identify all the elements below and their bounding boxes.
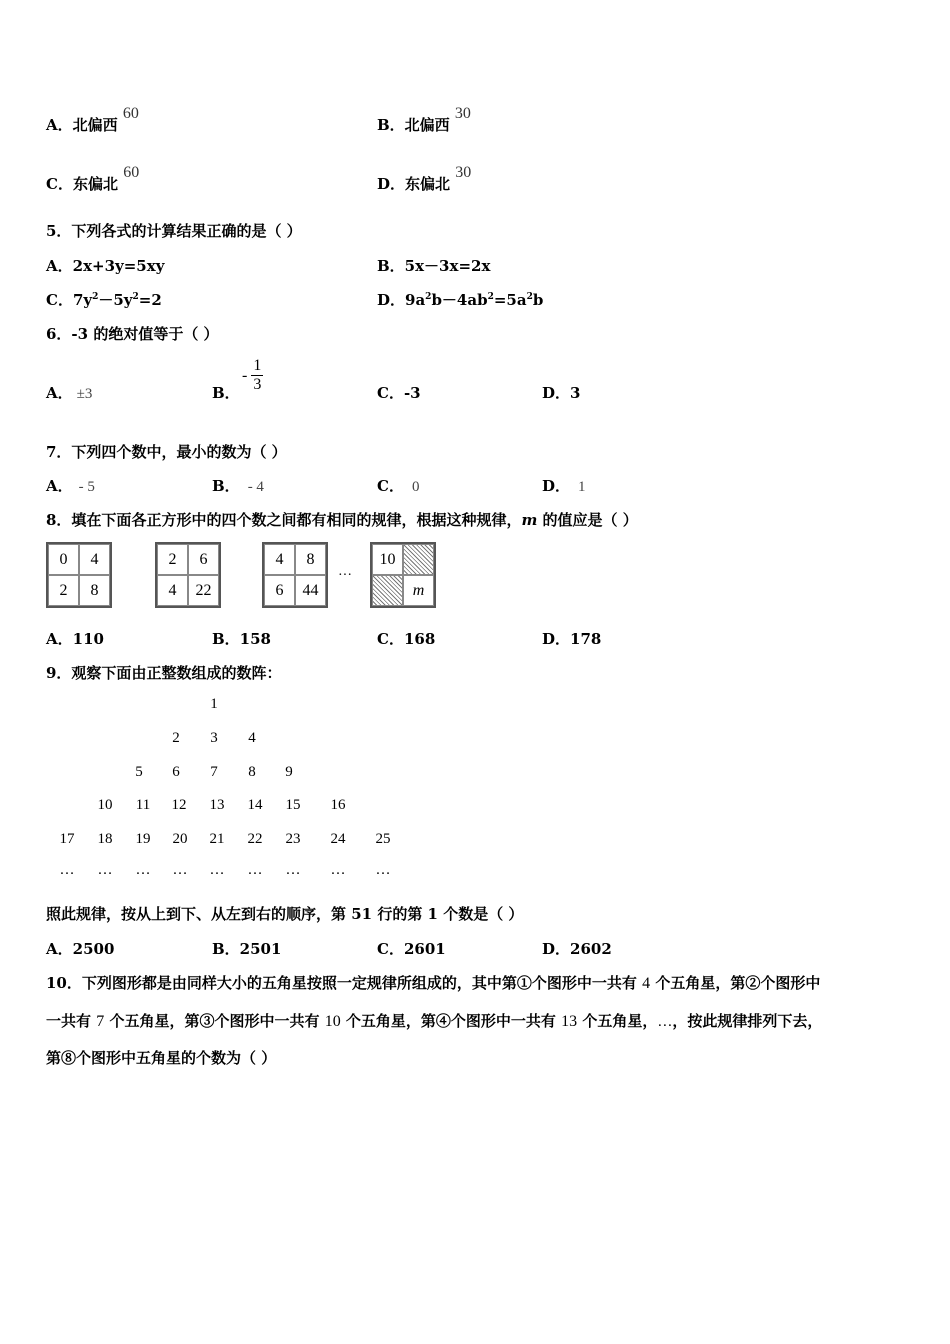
- number-triangle-cell: 21: [209, 831, 225, 847]
- number-triangle-cell: 17: [59, 831, 75, 847]
- q8-option-b[interactable]: B．158: [212, 630, 271, 648]
- q5-option-b[interactable]: B．5x－3x=2x: [377, 257, 491, 275]
- number-triangle-cell: …: [330, 862, 346, 878]
- q9-stem: 9．观察下面由正整数组成的数阵：: [46, 664, 282, 682]
- hatched-cell: [403, 544, 434, 575]
- number-triangle-cell: 24: [330, 831, 346, 847]
- number-triangle-cell: 10: [97, 797, 113, 813]
- q5-option-a[interactable]: A．2x+3y=5xy: [46, 257, 165, 275]
- q5-option-c[interactable]: C．$7y^2-5y^2=2$: [46, 291, 162, 309]
- hatched-cell: [372, 575, 403, 606]
- q8-option-c[interactable]: C．168: [377, 630, 436, 648]
- q7-stem: 7．下列四个数中，最小的数为（ ）: [46, 443, 287, 461]
- q8-square-1: 0 4 2 8: [46, 542, 112, 608]
- number-triangle-cell: 4: [248, 730, 256, 746]
- q9-option-d[interactable]: D．2602: [542, 940, 612, 958]
- q4-option-d[interactable]: D．东偏北 30: [377, 164, 472, 193]
- q7-option-c[interactable]: C． 0: [377, 477, 420, 495]
- q4-option-a[interactable]: A．北偏西 60: [46, 105, 139, 134]
- q4-option-c[interactable]: C．东偏北 60: [46, 164, 140, 193]
- q7-option-b[interactable]: B． - 4: [212, 477, 264, 495]
- q4-option-a-degrees: 60: [122, 105, 139, 122]
- q8-stem: 8．填在下面各正方形中的四个数之间都有相同的规律，根据这种规律，m 的值应是（ ）: [46, 511, 638, 529]
- number-triangle-cell: 25: [375, 831, 391, 847]
- q10-line-3: 第⑧个图形中五角星的个数为（ ）: [46, 1049, 277, 1067]
- q10-line-2: 一共有 7 个五角星，第③个图形中一共有 10 个五角星，第④个图形中一共有 13 个五角星，…，按此规律排列下去，: [46, 1012, 823, 1030]
- q6-option-b[interactable]: B．: [212, 384, 240, 402]
- number-triangle-cell: 7: [210, 764, 218, 780]
- number-triangle-cell: 2: [172, 730, 180, 746]
- number-triangle-cell: 20: [172, 831, 188, 847]
- number-triangle-cell: 6: [172, 764, 180, 780]
- number-triangle-cell: 14: [247, 797, 263, 813]
- q5-stem: 5．下列各式的计算结果正确的是（ ）: [46, 222, 302, 240]
- q9-option-c[interactable]: C．2601: [377, 940, 446, 958]
- number-triangle-cell: …: [135, 862, 151, 878]
- q8-square-2: 2 6 4 22: [155, 542, 221, 608]
- q9-question: 照此规律，按从上到下、从左到右的顺序，第 51 行的第 1 个数是（ ）: [46, 905, 524, 923]
- number-triangle-cell: 15: [285, 797, 301, 813]
- number-triangle-cell: 11: [135, 797, 151, 813]
- q8-ellipsis: ···: [338, 568, 352, 583]
- q10-line-1: 10．下列图形都是由同样大小的五角星按照一定规律所组成的，其中第①个图形中一共有 4 个五角星，第②个图形中: [46, 974, 821, 992]
- number-triangle-cell: 18: [97, 831, 113, 847]
- number-triangle-cell: 19: [135, 831, 151, 847]
- q6-stem: 6．-3 的绝对值等于（ ）: [46, 325, 219, 343]
- q7-option-a[interactable]: A． - 5: [46, 477, 95, 495]
- number-triangle-cell: 16: [330, 797, 346, 813]
- number-triangle-cell: …: [209, 862, 225, 878]
- q9-option-b[interactable]: B．2501: [212, 940, 282, 958]
- number-triangle-cell: …: [285, 862, 301, 878]
- number-triangle-cell: 8: [248, 764, 256, 780]
- q4-option-b[interactable]: B．北偏西 30: [377, 105, 471, 134]
- q8-square-3: 4 8 6 44: [262, 542, 328, 608]
- number-triangle-cell: 9: [285, 764, 293, 780]
- q6-option-b-fraction: - $\frac{1}{3}$: [242, 357, 262, 393]
- q8-option-a[interactable]: A．110: [46, 630, 104, 648]
- number-triangle-cell: …: [247, 862, 263, 878]
- number-triangle-cell: 12: [171, 797, 187, 813]
- number-triangle-cell: 22: [247, 831, 263, 847]
- q8-square-4: 10 m: [370, 542, 436, 608]
- q4-option-c-degrees: 60: [123, 164, 140, 181]
- number-triangle-cell: …: [172, 862, 188, 878]
- q6-option-a[interactable]: A． ±3: [46, 384, 93, 402]
- number-triangle-cell: …: [59, 862, 75, 878]
- q9-option-a[interactable]: A．2500: [46, 940, 115, 958]
- q4-option-d-degrees: 30: [455, 164, 472, 181]
- number-triangle-cell: 3: [210, 730, 218, 746]
- number-triangle-cell: 1: [210, 696, 218, 712]
- number-triangle-cell: 23: [285, 831, 301, 847]
- number-triangle-cell: 5: [135, 764, 143, 780]
- q5-option-d[interactable]: D．$9a^2b-4ab^2=5a^2b$: [377, 291, 544, 309]
- q8-option-d[interactable]: D．178: [542, 630, 602, 648]
- number-triangle-cell: …: [375, 862, 391, 878]
- number-triangle-cell: …: [97, 862, 113, 878]
- q6-option-d[interactable]: D．3: [542, 384, 581, 402]
- q4-option-b-degrees: 30: [454, 105, 471, 122]
- number-triangle-cell: 13: [209, 797, 225, 813]
- q7-option-d[interactable]: D． 1: [542, 477, 586, 495]
- q6-option-c[interactable]: C．-3: [377, 384, 421, 402]
